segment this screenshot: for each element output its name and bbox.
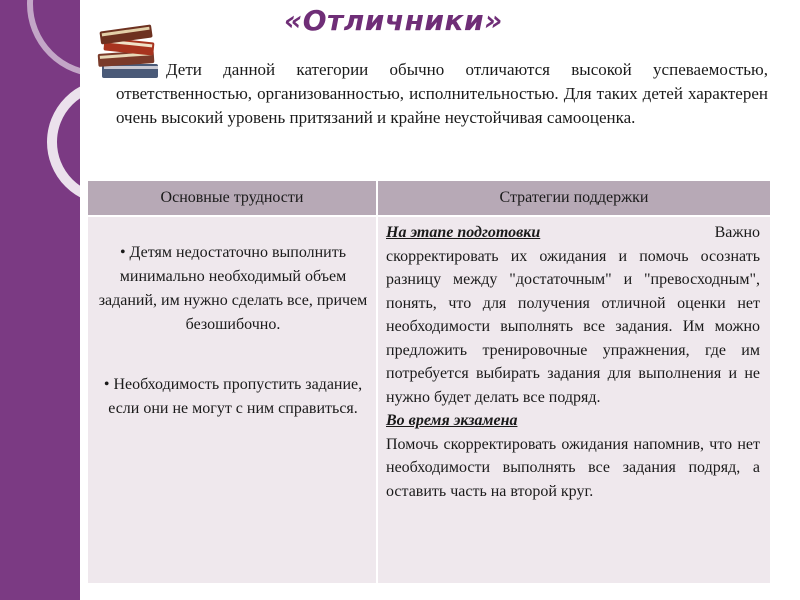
strategies-cell: [378, 217, 770, 583]
page-title: «Отличники»: [284, 4, 503, 37]
intro-paragraph: [116, 58, 768, 130]
header-strategies: Стратегии поддержки: [499, 189, 649, 206]
column-divider: [376, 181, 378, 585]
prep-text: скорректировать их ожидания и помочь осознать разницу между "достаточным" и "превосходным", понять, что для получения отличной оценки нет необходимости выполнять все задания. Им можно предложить тренировочные упражнения, где им потребуется выбирать задания для выполнения и не нужно будет делать все подряд.: [386, 247, 760, 406]
table-header-row: [88, 181, 770, 215]
intro-text: Дети данной категории обычно отличаются высокой успеваемостью, ответственностью, организованностью, исполнительностью. Для таких детей характерен очень высокий уровень притязаний и крайне неустойчивая самооценка.: [116, 60, 768, 127]
difficulty-item: • Детям недостаточно выполнить минимально необходимый объем заданий, им нужно сделать все, причем безошибочно.: [98, 244, 368, 333]
prep-heading: На этапе подготовки: [386, 224, 541, 241]
exam-heading: Во время экзамена: [386, 412, 518, 429]
prep-heading-line: [386, 221, 760, 245]
exam-text: Помочь скорректировать ожидания напомнив, что нет необходимости выполнять все задания подряд, а оставить часть на второй круг.: [386, 435, 760, 500]
prep-text-start: Важно: [714, 224, 760, 241]
difficulty-item: • Необходимость пропустить задание, если они не могут с ним справиться.: [103, 376, 363, 417]
strategies-text: [386, 221, 760, 503]
support-table: [88, 181, 770, 585]
header-difficulties: Основные трудности: [160, 189, 304, 206]
difficulties-cell: [88, 217, 376, 583]
